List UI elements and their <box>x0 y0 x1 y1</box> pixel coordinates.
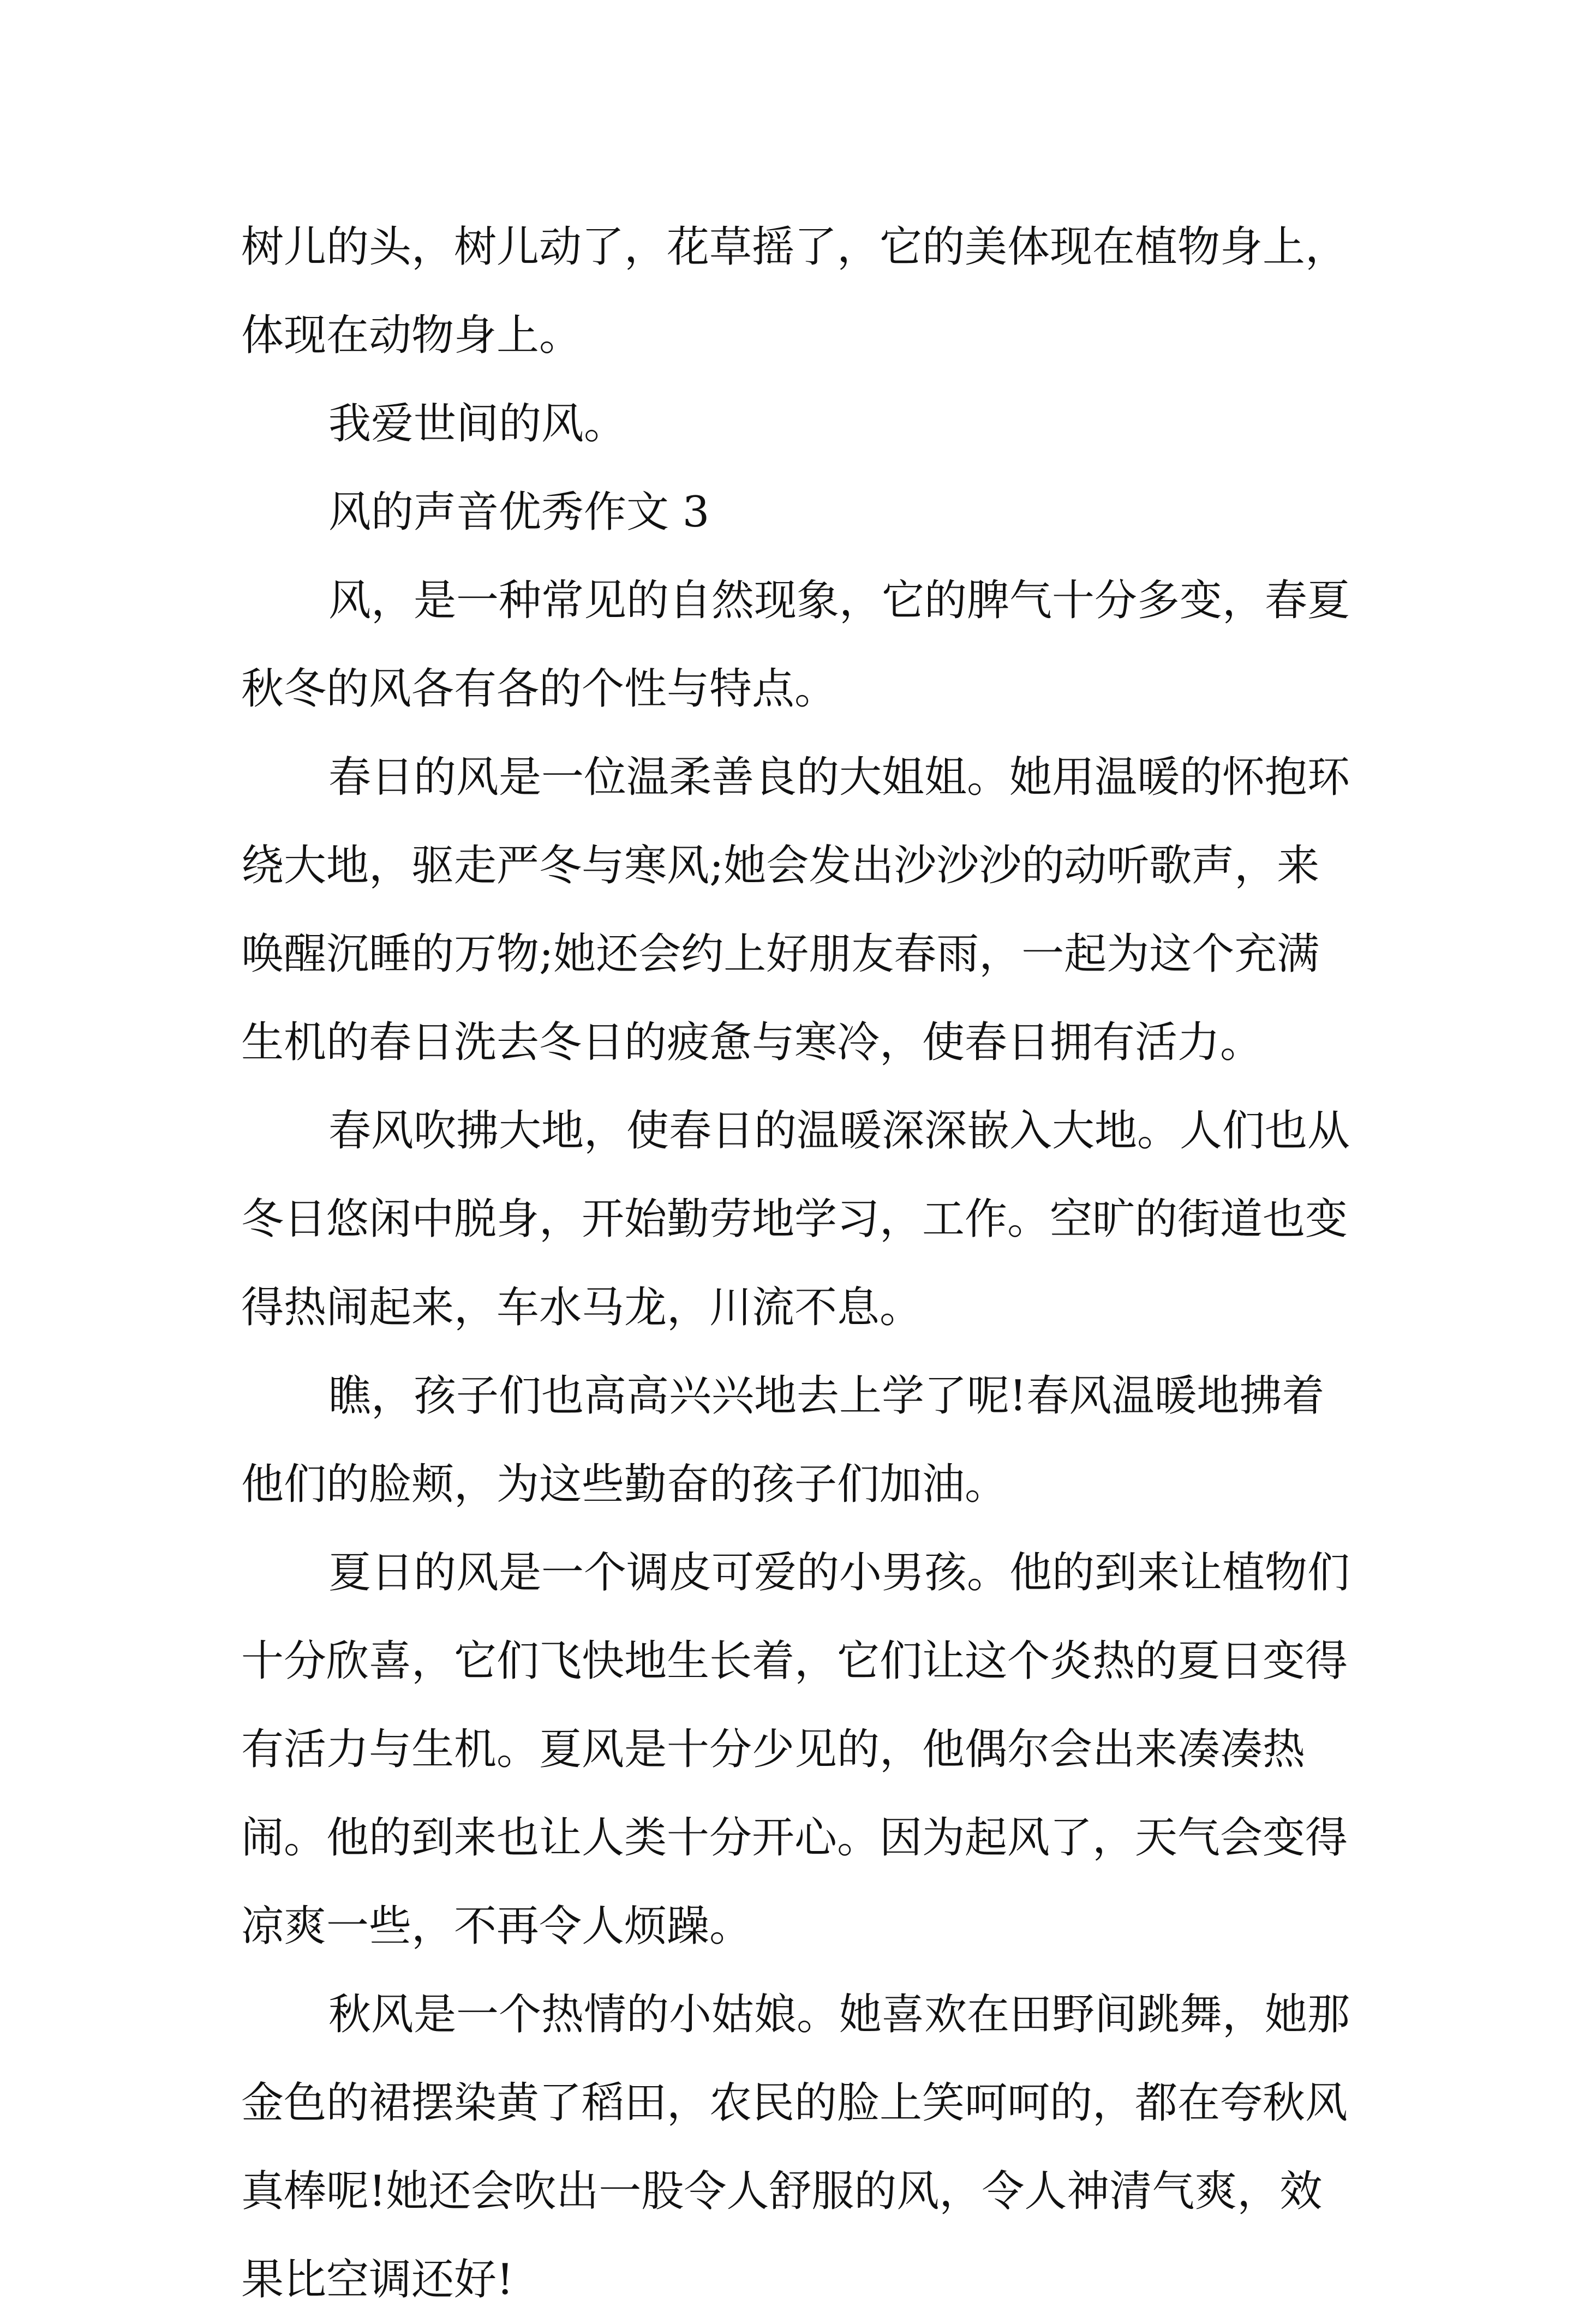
paragraph-8: 夏日的风是一个调皮可爱的小男孩。他的到来让植物们十分欣喜，它们飞快地生长着，它们让这个炎热的夏日变得有活力与生机。夏风是十分少见的，他偶尔会出来凑凑热闹。他的到来也让人类十分开心。因为起风了，天气会变得凉爽一些，不再令人烦躁。 <box>241 1548 1350 1951</box>
paragraph-5: 春日的风是一位温柔善良的大姐姐。她用温暖的怀抱环绕大地，驱走严冬与寒风;她会发出沙沙沙的动听歌声，来唤醒沉睡的万物;她还会约上好朋友春雨，一起为这个充满生机的春日洗去冬日的疲惫与寒冷，使春日拥有活力。 <box>241 753 1350 1067</box>
document-body <box>241 203 1354 2324</box>
paragraph-2: 我爱世间的风。 <box>328 399 627 448</box>
paragraph-9: 秋风是一个热情的小姑娘。她喜欢在田野间跳舞，她那金色的裙摆染黄了稻田，农民的脸上笑呵呵的，都在夸秋风真棒呢!她还会吹出一股令人舒服的风，令人神清气爽，效果比空调还好! <box>241 1990 1350 2304</box>
paragraph-4: 风，是一种常见的自然现象，它的脾气十分多变，春夏秋冬的风各有各的个性与特点。 <box>241 576 1350 714</box>
paragraph-6: 春风吹拂大地，使春日的温暖深深嵌入大地。人们也从冬日悠闲中脱身，开始勤劳地学习，工作。空旷的街道也变得热闹起来，车水马龙，川流不息。 <box>241 1106 1350 1332</box>
paragraph-7: 瞧，孩子们也高高兴兴地去上学了呢!春风温暖地拂着他们的脸颊，为这些勤奋的孩子们加油。 <box>241 1371 1325 1509</box>
section-heading: 风的声音优秀作文 3 <box>328 488 710 537</box>
paragraph-1: 树儿的头，树儿动了，花草摇了，它的美体现在植物身上，体现在动物身上。 <box>241 223 1348 360</box>
